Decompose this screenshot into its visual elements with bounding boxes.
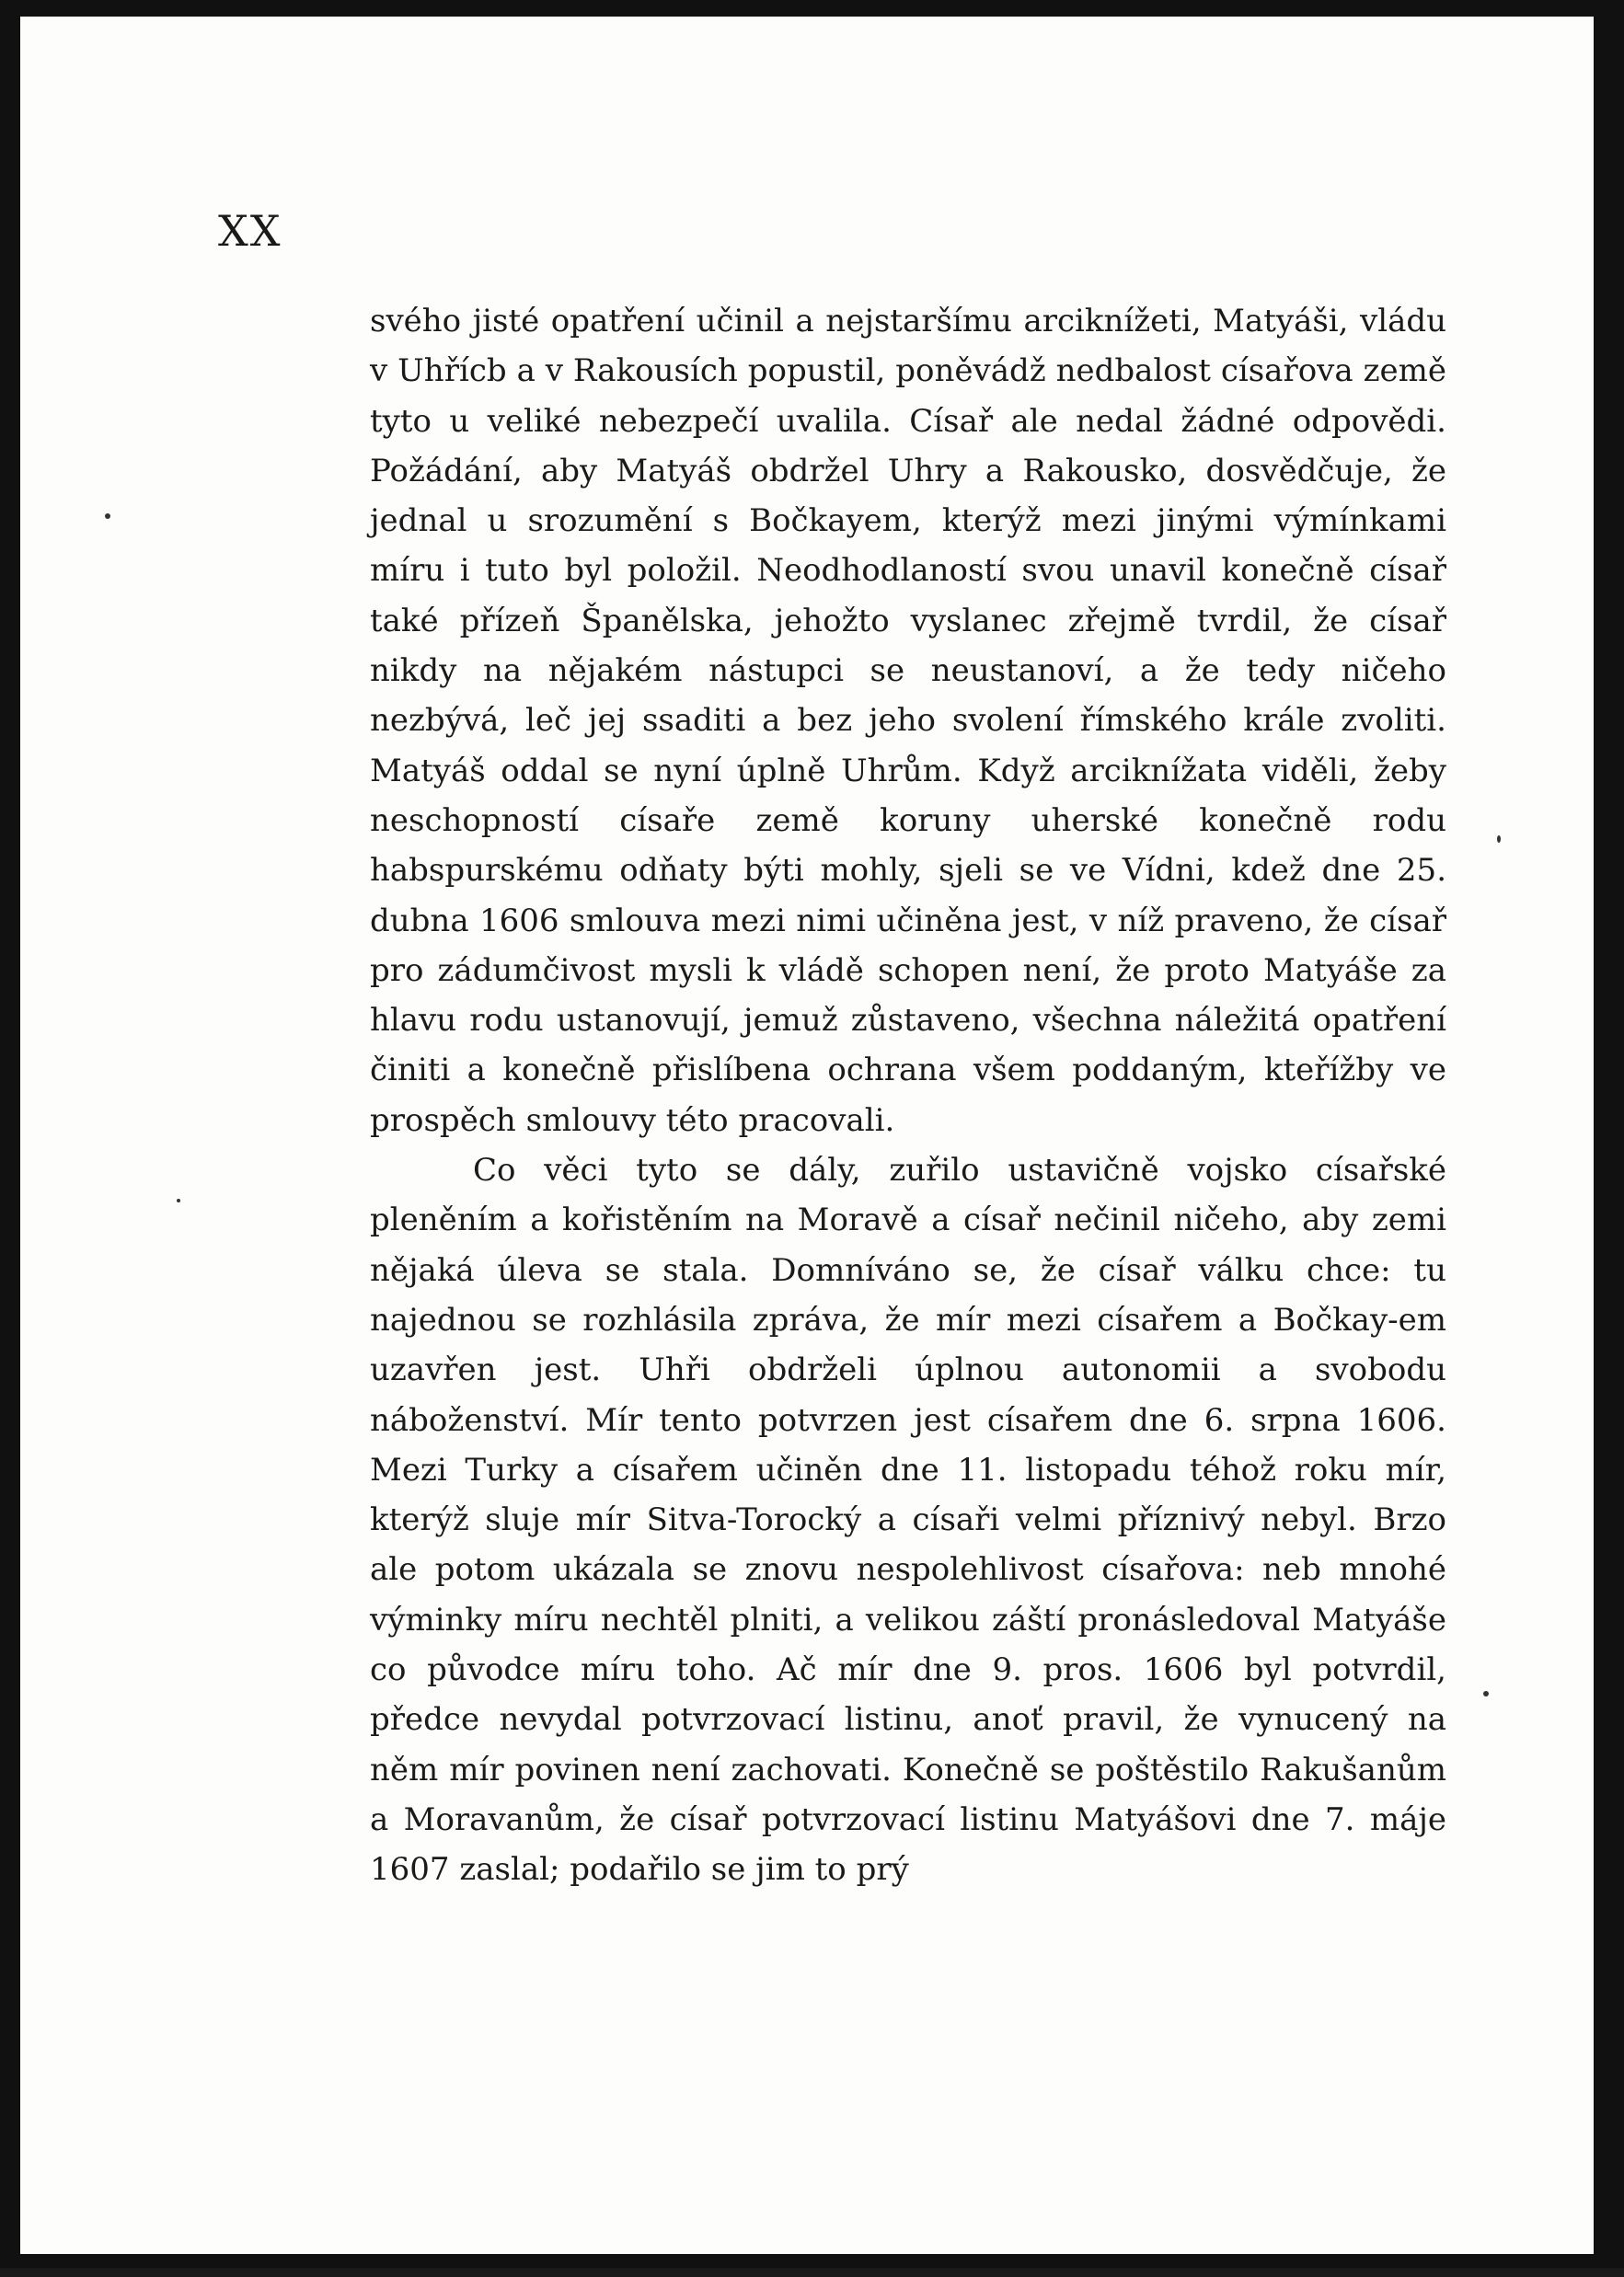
- paragraph: Co věci tyto se dály, zuřilo ustavičně vojsko císařské pleněním a kořistěním na Moravě a císař nečinil ničeho, aby zemi nějaká úleva se stala. Domníváno se, že císař válku chce: tu najednou se rozhlásila zpráva, že mír mezi císařem a Bočkay-em uzavřen jest. Uhři obdrželi úplnou autonomii a svobodu náboženství. Mír tento potvrzen jest císařem dne 6. srpna 1606. Mezi Turky a císařem učiněn dne 11. listopadu téhož roku mír, kterýž sluje mír Sitva-Torocký a císaři velmi příznivý nebyl. Brzo ale potom ukázala se znovu nespolehlivost císařova: neb mnohé výminky míru nechtěl plniti, a velikou záští pronásledoval Matyáše co původce míru toho. Ač mír dne 9. pros. 1606 byl potvrdil, předce nevydal potvrzovací listinu, anoť pravil, že vynucený na něm mír povinen není zachovati. Konečně se poštěstilo Rakušanům a Moravanům, že císař potvrzovací listinu Matyášovi dne 7. máje 1607 zaslal; podařilo se jim to prý: [370, 1152, 1446, 1889]
- scan-speck: [177, 1199, 180, 1202]
- book-page: [20, 17, 1594, 2254]
- scan-speck: [105, 513, 110, 519]
- scan-speck: [1497, 835, 1501, 843]
- body-text: [370, 296, 1446, 1895]
- page-number: XX: [218, 206, 282, 256]
- scan-speck: [1483, 1691, 1489, 1696]
- paragraph: svého jisté opatření učinil a nejstaršímu arciknížeti, Matyáši, vládu v Uhřícb a v Rakousích popustil, poněvádž nedbalost císařova země tyto u veliké nebezpečí uvalila. Císař ale nedal žádné odpovědi. Požádání, aby Matyáš obdržel Uhry a Rakousko, dosvědčuje, že jednal u srozumění s Bočkayem, kterýž mezi jinými výmínkami míru i tuto byl položil. Neodhodlaností svou unavil konečně císař také přízeň Španělska, jehožto vyslanec zřejmě tvrdil, že císař nikdy na nějakém nástupci se neustanoví, a že tedy ničeho nezbývá, leč jej ssaditi a bez jeho svolení římského krále zvoliti. Matyáš oddal se nyní úplně Uhrům. Když arciknížata viděli, žeby neschopností císaře země koruny uherské konečně rodu habspurskému odňaty býti mohly, sjeli se ve Vídni, kdež dne 25. dubna 1606 smlouva mezi nimi učiněna jest, v níž praveno, že císař pro zádumčivost mysli k vládě schopen není, že proto Matyáše za hlavu rodu ustanovují, jemuž zůstaveno, všechna náležitá opatření činiti a konečně přislíbena ochrana všem poddaným, kteřížby ve prospěch smlouvy této pracovali.: [370, 303, 1446, 1139]
- scan-border: [0, 2268, 1624, 2277]
